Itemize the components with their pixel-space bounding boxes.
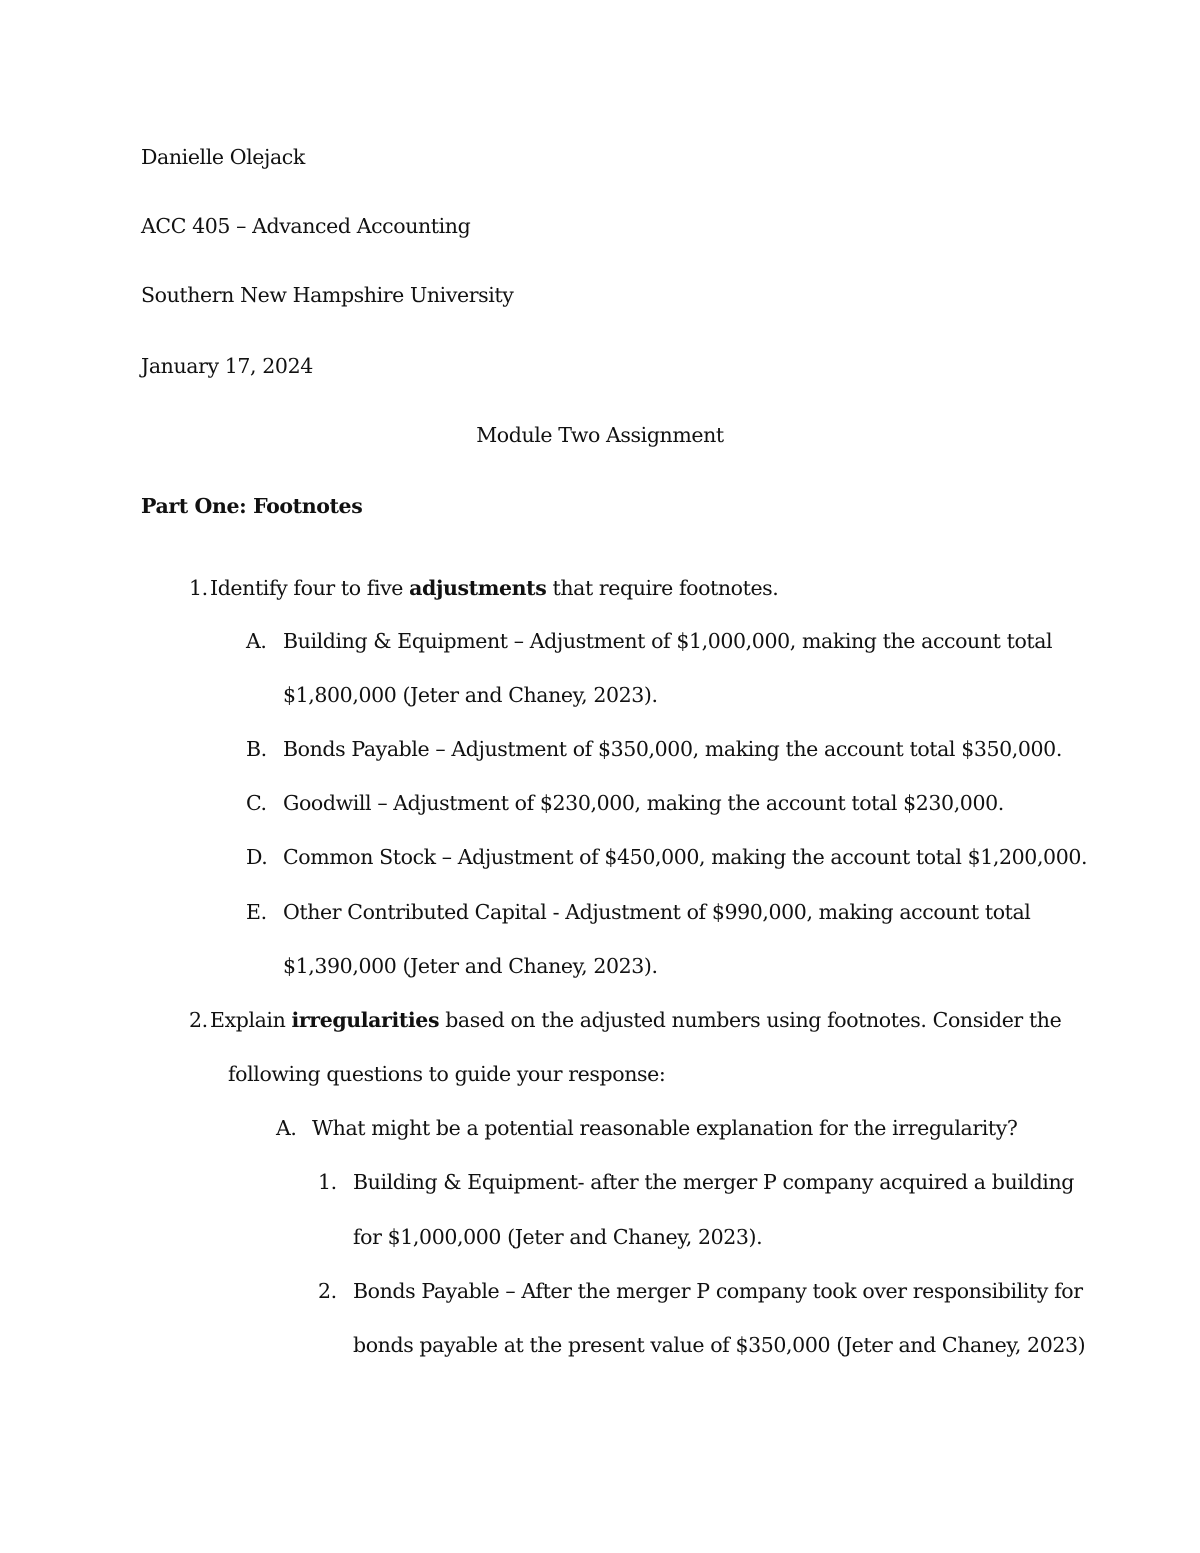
list-item-text: $1,390,000 (Jeter and Chaney, 2023).	[283, 954, 658, 978]
list-item-text: Other Contributed Capital - Adjustment of $990,000, making account total	[283, 900, 1031, 924]
list-marker: 2.	[318, 1279, 337, 1303]
author-name: Danielle Olejack	[141, 145, 305, 169]
list-item-text: Building & Equipment- after the merger P company acquired a building	[353, 1170, 1074, 1194]
list-item-text: Goodwill – Adjustment of $230,000, making the account total $230,000.	[283, 791, 1004, 815]
list-marker: A.	[246, 629, 267, 653]
list-item-text: Building & Equipment – Adjustment of $1,000,000, making the account total	[283, 629, 1053, 653]
list-marker: D.	[246, 845, 268, 869]
question-2-text-continued: following questions to guide your response:	[228, 1062, 666, 1086]
question-2-number: 2.	[189, 1008, 208, 1032]
university-name: Southern New Hampshire University	[141, 283, 514, 307]
list-marker: 1.	[318, 1170, 337, 1194]
document-title: Module Two Assignment	[476, 423, 724, 447]
document-date: January 17, 2024	[141, 354, 313, 378]
list-marker: B.	[246, 737, 267, 761]
question-2-text: Explain irregularities based on the adjusted numbers using footnotes. Consider the	[210, 1008, 1062, 1032]
section-heading: Part One: Footnotes	[141, 494, 363, 518]
list-marker: A.	[276, 1116, 297, 1140]
list-marker: E.	[246, 900, 267, 924]
course-title: ACC 405 – Advanced Accounting	[141, 214, 471, 238]
question-1-text: Identify four to five adjustments that require footnotes.	[210, 576, 779, 600]
list-item-text: $1,800,000 (Jeter and Chaney, 2023).	[283, 683, 658, 707]
list-marker: C.	[246, 791, 267, 815]
list-item-text: Bonds Payable – After the merger P company took over responsibility for	[353, 1279, 1083, 1303]
list-item-text: for $1,000,000 (Jeter and Chaney, 2023).	[353, 1225, 763, 1249]
question-1-number: 1.	[189, 576, 208, 600]
list-item-text: Common Stock – Adjustment of $450,000, making the account total $1,200,000.	[283, 845, 1088, 869]
list-item-text: Bonds Payable – Adjustment of $350,000, making the account total $350,000.	[283, 737, 1062, 761]
sub-question-text: What might be a potential reasonable explanation for the irregularity?	[312, 1116, 1018, 1140]
list-item-text: bonds payable at the present value of $350,000 (Jeter and Chaney, 2023)	[353, 1333, 1086, 1357]
